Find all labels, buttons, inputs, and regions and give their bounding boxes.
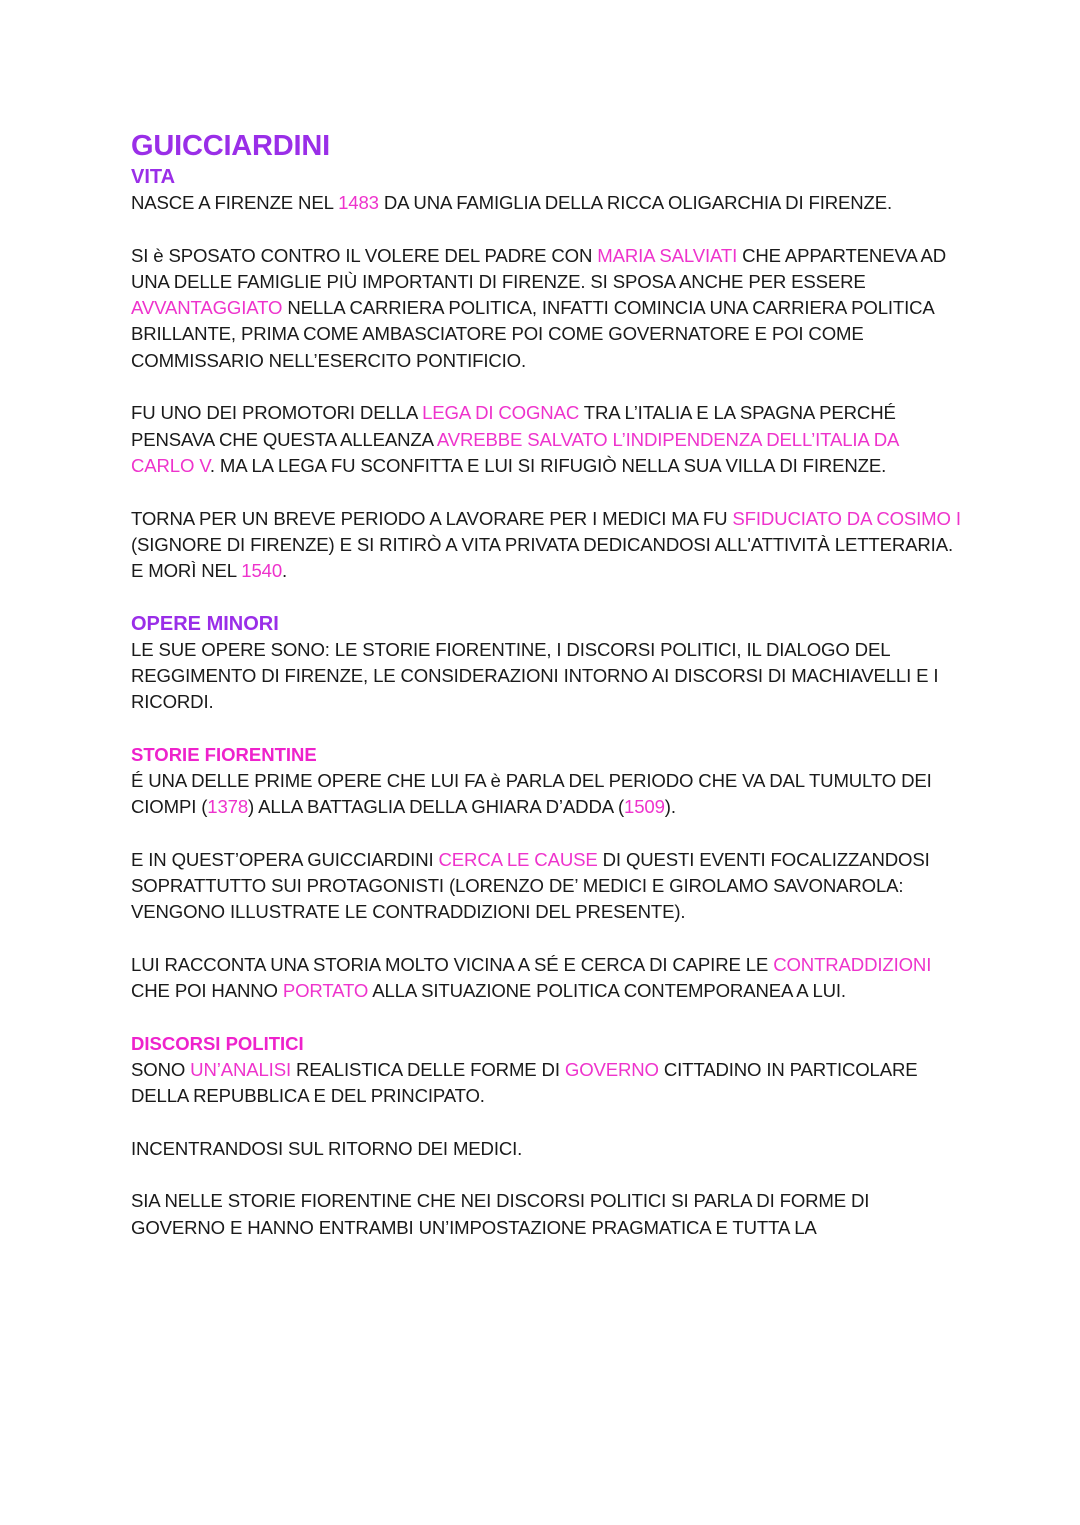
text-run: (SIGNORE DI FIRENZE) E SI RITIRÒ A VITA PRIVATA DEDICANDOSI ALL'ATTIVITÀ LETTERARIA. E MORÌ NEL bbox=[131, 533, 953, 582]
text-run: LE SUE OPERE SONO: LE STORIE FIORENTINE, I DISCORSI POLITICI, IL DIALOGO DEL REGGIMENTO DI FIRENZE, LE CONSIDERAZIONI INTORNO AI DISCORSI DI MACHIAVELLI E I RICORDI. bbox=[131, 638, 939, 713]
text-run: LUI RACCONTA UNA STORIA MOLTO VICINA A SÉ E CERCA DI CAPIRE LE bbox=[131, 954, 774, 976]
paragraph bbox=[131, 1136, 961, 1162]
text-run: DI QUESTI EVENTI FOCALIZZANDOSI SOPRATTUTTO SUI PROTAGONISTI (LORENZO DE’ MEDICI E GIROLAMO SAVONAROLA: VENGONO ILLUSTRATE LE CONTRADDIZIONI DEL PRESENTE). bbox=[131, 848, 930, 923]
highlighted-text: PORTATO bbox=[282, 980, 369, 1002]
paragraph bbox=[131, 190, 961, 216]
text-run: NELLA CARRIERA POLITICA, INFATTI COMINCIA UNA CARRIERA POLITICA BRILLANTE, PRIMA COME AMBASCIATORE POI COME GOVERNATORE E POI COME COMMISSARIO NELL’ESERCITO PONTIFICIO. bbox=[131, 297, 934, 371]
text-run: TRA L’ITALIA E LA SPAGNA PERCHÉ PENSAVA CHE QUESTA ALLEANZA bbox=[131, 402, 896, 450]
paragraph bbox=[131, 637, 961, 716]
section-heading-discorsi-politici: DISCORSI POLITICI bbox=[131, 1032, 304, 1054]
section-heading-storie-fiorentine: STORIE FIORENTINE bbox=[131, 743, 317, 765]
paragraph bbox=[131, 506, 961, 585]
text-run: CITTADINO IN PARTICOLARE DELLA REPUBBLICA E DEL PRINCIPATO. bbox=[131, 1058, 918, 1107]
text-run: ). bbox=[664, 796, 676, 818]
text-run: NASCE A FIRENZE NEL bbox=[131, 192, 339, 213]
highlighted-text: MARIA SALVIATI bbox=[597, 244, 738, 266]
text-run: ALLA SITUAZIONE POLITICA CONTEMPORANEA A LUI. bbox=[368, 980, 846, 1002]
paragraph bbox=[131, 847, 961, 926]
highlighted-text: 1378 bbox=[207, 796, 249, 818]
document-page bbox=[131, 128, 961, 1241]
paragraph bbox=[131, 1057, 961, 1110]
highlighted-text: CERCA LE CAUSE bbox=[438, 848, 598, 870]
text-run: SONO bbox=[131, 1058, 191, 1080]
text-run: CHE APPARTENEVA AD UNA DELLE FAMIGLIE PIÙ IMPORTANTI DI FIRENZE. SI SPOSA ANCHE PER ESSERE bbox=[131, 244, 947, 292]
text-run: REALISTICA DELLE FORME DI bbox=[290, 1058, 565, 1080]
text-run: DA UNA FAMIGLIA DELLA RICCA OLIGARCHIA DI FIRENZE. bbox=[378, 192, 892, 213]
section-heading-vita: VITA bbox=[131, 166, 176, 188]
text-run: E IN QUEST’OPERA GUICCIARDINI bbox=[131, 848, 439, 870]
highlighted-text: AVREBBE SALVATO L’INDIPENDENZA DELL’ITALIA DA CARLO V bbox=[131, 428, 899, 476]
highlighted-text: SFIDUCIATO DA COSIMO I bbox=[732, 507, 961, 529]
paragraph bbox=[131, 243, 961, 374]
text-run: . bbox=[282, 560, 288, 582]
paragraph bbox=[131, 952, 961, 1005]
highlighted-text: AVVANTAGGIATO bbox=[131, 297, 283, 319]
text-run: SIA NELLE STORIE FIORENTINE CHE NEI DISCORSI POLITICI SI PARLA DI FORME DI GOVERNO E HANNO ENTRAMBI UN’IMPOSTAZIONE PRAGMATICA E TUTTA LA bbox=[131, 1190, 870, 1238]
highlighted-text: UN’ANALISI bbox=[190, 1058, 291, 1080]
highlighted-text: LEGA DI COGNAC bbox=[422, 402, 580, 424]
highlighted-text: CONTRADDIZIONI bbox=[773, 954, 932, 976]
highlighted-text: 1509 bbox=[624, 796, 665, 818]
highlighted-text: 1483 bbox=[338, 192, 379, 213]
text-run: SI è SPOSATO CONTRO IL VOLERE DEL PADRE CON bbox=[131, 244, 598, 266]
section-heading-opere-minori: OPERE MINORI bbox=[131, 612, 279, 635]
text-run: ) ALLA BATTAGLIA DELLA GHIARA D’ADDA ( bbox=[248, 796, 625, 818]
text-run: TORNA PER UN BREVE PERIODO A LAVORARE PER I MEDICI MA FU bbox=[131, 507, 733, 529]
text-run: . MA LA LEGA FU SCONFITTA E LUI SI RIFUGIÒ NELLA SUA VILLA DI FIRENZE. bbox=[209, 454, 887, 476]
paragraph bbox=[131, 400, 961, 479]
text-run: INCENTRANDOSI SUL RITORNO DEI MEDICI. bbox=[131, 1137, 523, 1159]
highlighted-text: GOVERNO bbox=[564, 1058, 659, 1080]
text-run: CHE POI HANNO bbox=[131, 980, 283, 1002]
paragraph bbox=[131, 1188, 961, 1241]
text-run: É UNA DELLE PRIME OPERE CHE LUI FA è PARLA DEL PERIODO CHE VA DAL TUMULTO DEI CIOMPI ( bbox=[131, 769, 932, 818]
paragraph bbox=[131, 768, 961, 821]
highlighted-text: 1540 bbox=[241, 560, 283, 582]
page-title: GUICCIARDINI bbox=[131, 130, 330, 162]
text-run: FU UNO DEI PROMOTORI DELLA bbox=[131, 402, 423, 424]
